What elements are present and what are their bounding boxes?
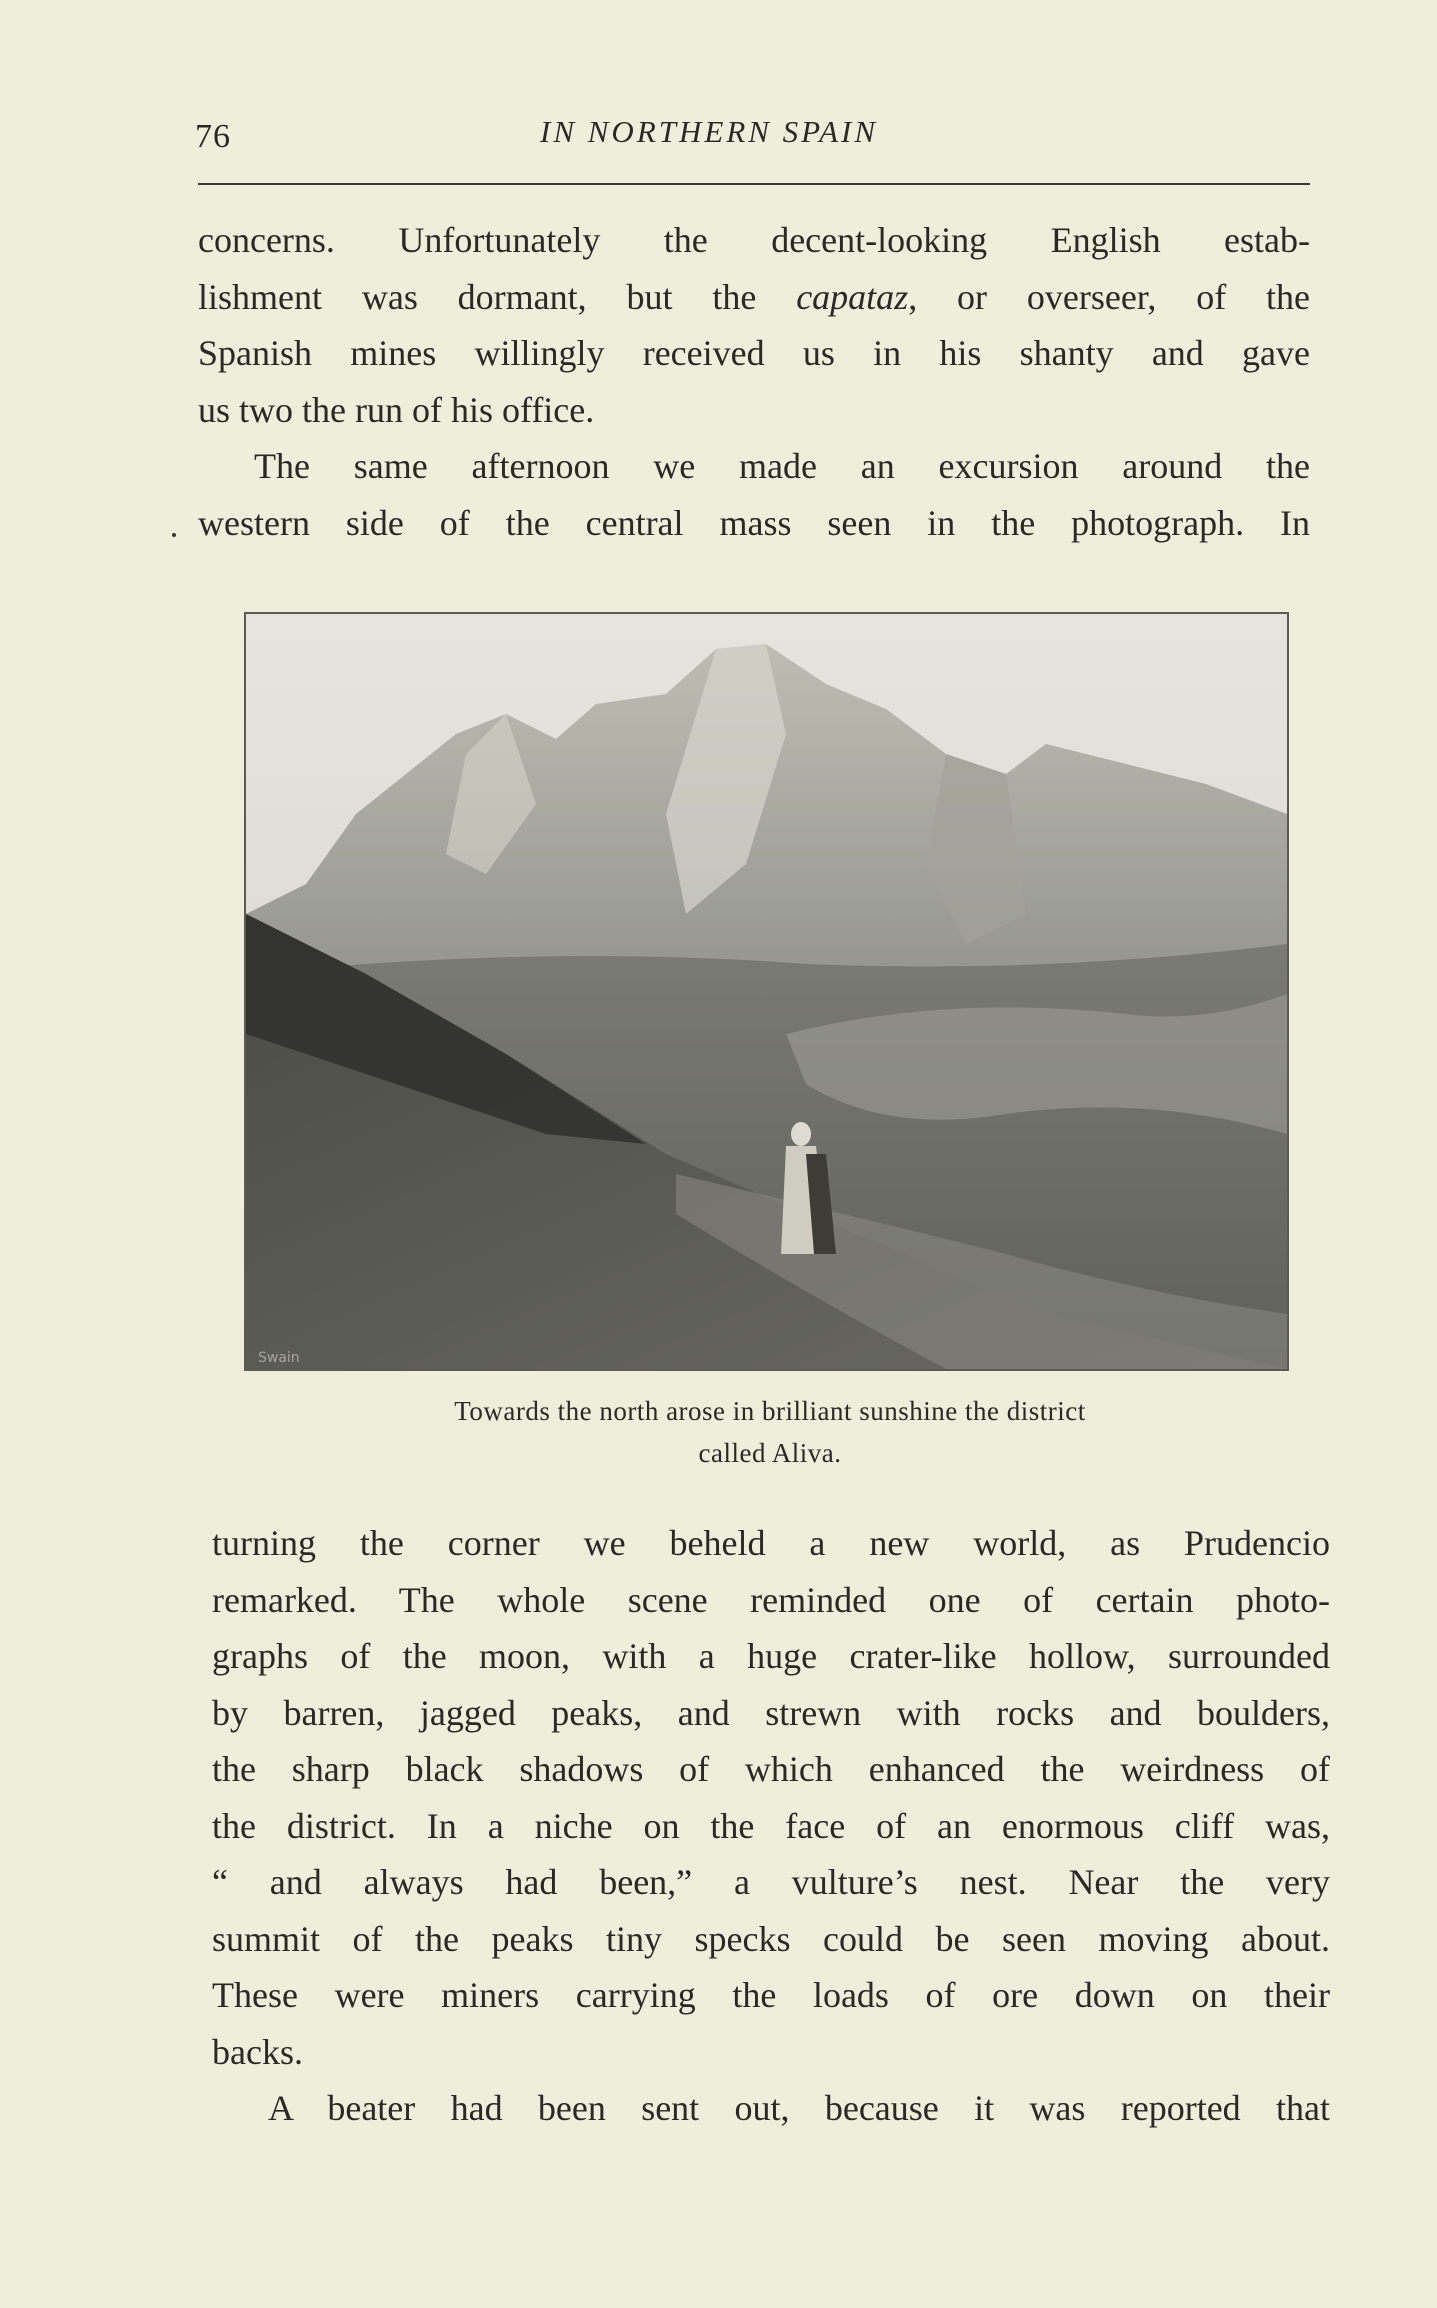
text-line: graphs of the moon, with a huge crater-like hollow, surrounded [212,1636,1330,1676]
text-line: the sharp black shadows of which enhanced the weirdness of [212,1749,1330,1789]
text-line: concerns. Unfortunately the decent-looking English estab- [198,220,1310,260]
page-number: 76 [195,118,231,155]
top-text-block [198,212,1310,551]
caption-line: Towards the north arose in brilliant sunshine the district [454,1396,1086,1426]
text-line: Spanish mines willingly received us in his shanty and gave [198,333,1310,373]
running-head: IN NORTHERN SPAIN [540,114,879,149]
figure-caption [300,1390,1240,1474]
text-line: lishment was dormant, but the capataz, or overseer, of the [198,276,1311,317]
text-line: western side of the central mass seen in the photograph. In [198,502,1310,543]
paragraph [198,212,1310,438]
text-line: remarked. The whole scene reminded one of certain photo- [212,1579,1330,1620]
header-rule [198,183,1310,185]
text-line: The same afternoon we made an excursion around the [254,446,1310,486]
paragraph [212,2080,1330,2137]
text-line: turning the corner we beheld a new world, as Prudencio [212,1523,1330,1563]
paragraph [198,438,1310,551]
text-line: backs. [212,2031,303,2072]
text-line: by barren, jagged peaks, and strewn with rocks and boulders, [212,1692,1330,1733]
text-line: summit of the peaks tiny specks could be seen moving about. [212,1918,1330,1959]
engraver-signature: Swain [258,1350,300,1366]
text-line: “ and always had been,” a vulture’s nest. Near the very [212,1862,1330,1902]
margin-mark [172,533,176,537]
italic-term: capataz [796,276,909,317]
caption-line: called Aliva. [698,1438,842,1468]
text-line: the district. In a niche on the face of an enormous cliff was, [212,1805,1330,1846]
mountain-photograph [246,614,1287,1369]
bottom-text-block [212,1515,1330,2137]
paragraph [212,1515,1330,2080]
text-line: These were miners carrying the loads of ore down on their [212,1975,1330,2015]
photograph-plate [244,612,1289,1371]
text-line: us two the run of his office. [198,389,595,430]
text-line: A beater had been sent out, because it was reported that [268,2088,1330,2128]
